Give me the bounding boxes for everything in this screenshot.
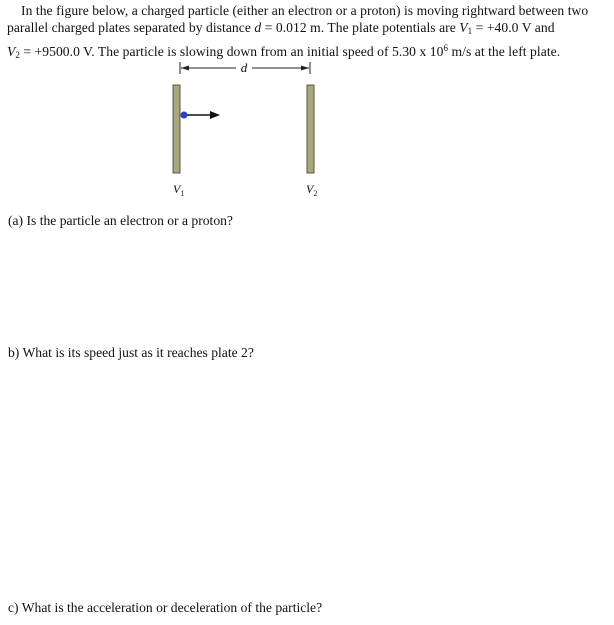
d-symbol: d (254, 20, 262, 35)
problem-line-1: In the figure below, a charged particle (either an electron or a proton) is moving rightward between two (21, 3, 589, 18)
v2-symbol: V (7, 44, 16, 59)
problem-line-2: parallel charged plates separated by distance d = 0.012 m. The plate potentials are $V_1 = +40.0$ V and (7, 20, 555, 36)
right-plate (307, 85, 314, 173)
charged-particle (181, 112, 188, 119)
velocity-arrowhead (210, 111, 220, 119)
v1-symbol: V (459, 20, 468, 35)
question-c: c) What is the acceleration or deceleration of the particle? (8, 600, 323, 615)
plate2-label: $V_2$ (306, 182, 318, 198)
left-plate (173, 85, 180, 173)
dimension-arrowhead-right (301, 66, 309, 71)
question-a: (a) Is the particle an electron or a proton? (8, 213, 233, 228)
distance-label: d (240, 60, 248, 75)
question-b: b) What is its speed just as it reaches plate 2? (8, 345, 254, 360)
plate1-label: $V_1$ (173, 182, 185, 198)
dimension-arrowhead-left (181, 66, 189, 71)
problem-line-3: $V_2 = +9500.0$ V. The particle is slowing down from an initial speed of 5.30 x $10^6$ m/s at the left plate. (7, 43, 561, 60)
